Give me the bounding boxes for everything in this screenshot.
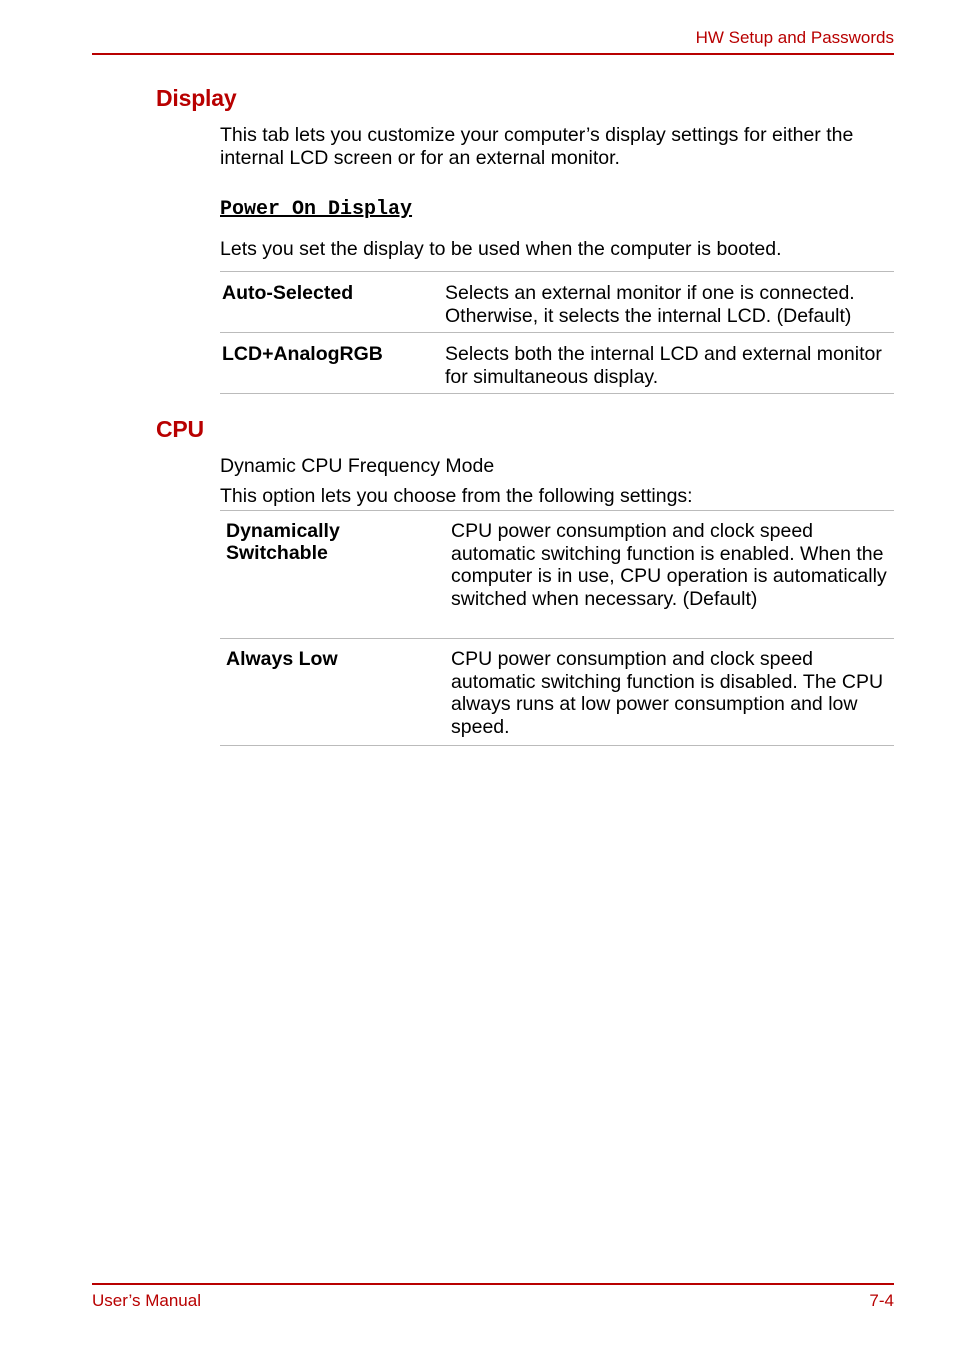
cpu-intro: This option lets you choose from the following settings: bbox=[220, 485, 693, 507]
display-intro: This tab lets you customize your computer’s display settings for either the internal LCD screen or for an external monitor. bbox=[220, 124, 854, 169]
option-description: CPU power consumption and clock speed automatic switching function is disabled. The CPU always runs at low power consumption and low speed. bbox=[451, 648, 884, 738]
cpu-mode-label: Dynamic CPU Frequency Mode bbox=[220, 455, 495, 477]
table-row bbox=[220, 272, 894, 333]
header-rule bbox=[92, 53, 894, 55]
option-term: Dynamically Switchable bbox=[226, 520, 340, 564]
power-on-display-heading: Power On Display bbox=[220, 198, 413, 221]
manual-label: User’s Manual bbox=[92, 1291, 201, 1310]
option-description: Selects both the internal LCD and external monitor for simultaneous display. bbox=[445, 343, 882, 388]
page-number: 7-4 bbox=[869, 1291, 894, 1310]
display-options-table bbox=[220, 271, 894, 394]
option-term: Auto-Selected bbox=[222, 282, 354, 304]
option-description: Selects an external monitor if one is connected. Otherwise, it selects the internal LCD. (Default) bbox=[445, 282, 855, 327]
table-row bbox=[220, 639, 894, 746]
option-description: CPU power consumption and clock speed automatic switching function is enabled. When the computer is in use, CPU operation is automatically switched when necessary. (Default) bbox=[451, 520, 887, 610]
display-heading: Display bbox=[156, 85, 237, 111]
chapter-title: HW Setup and Passwords bbox=[695, 28, 894, 47]
option-term: Always Low bbox=[226, 648, 338, 670]
cpu-heading: CPU bbox=[156, 416, 204, 442]
cpu-options-table bbox=[220, 510, 894, 746]
power-on-display-intro: Lets you set the display to be used when the computer is booted. bbox=[220, 238, 782, 260]
table-row bbox=[220, 333, 894, 394]
footer-rule bbox=[92, 1283, 894, 1285]
option-term: LCD+AnalogRGB bbox=[222, 343, 383, 365]
table-row bbox=[220, 511, 894, 639]
